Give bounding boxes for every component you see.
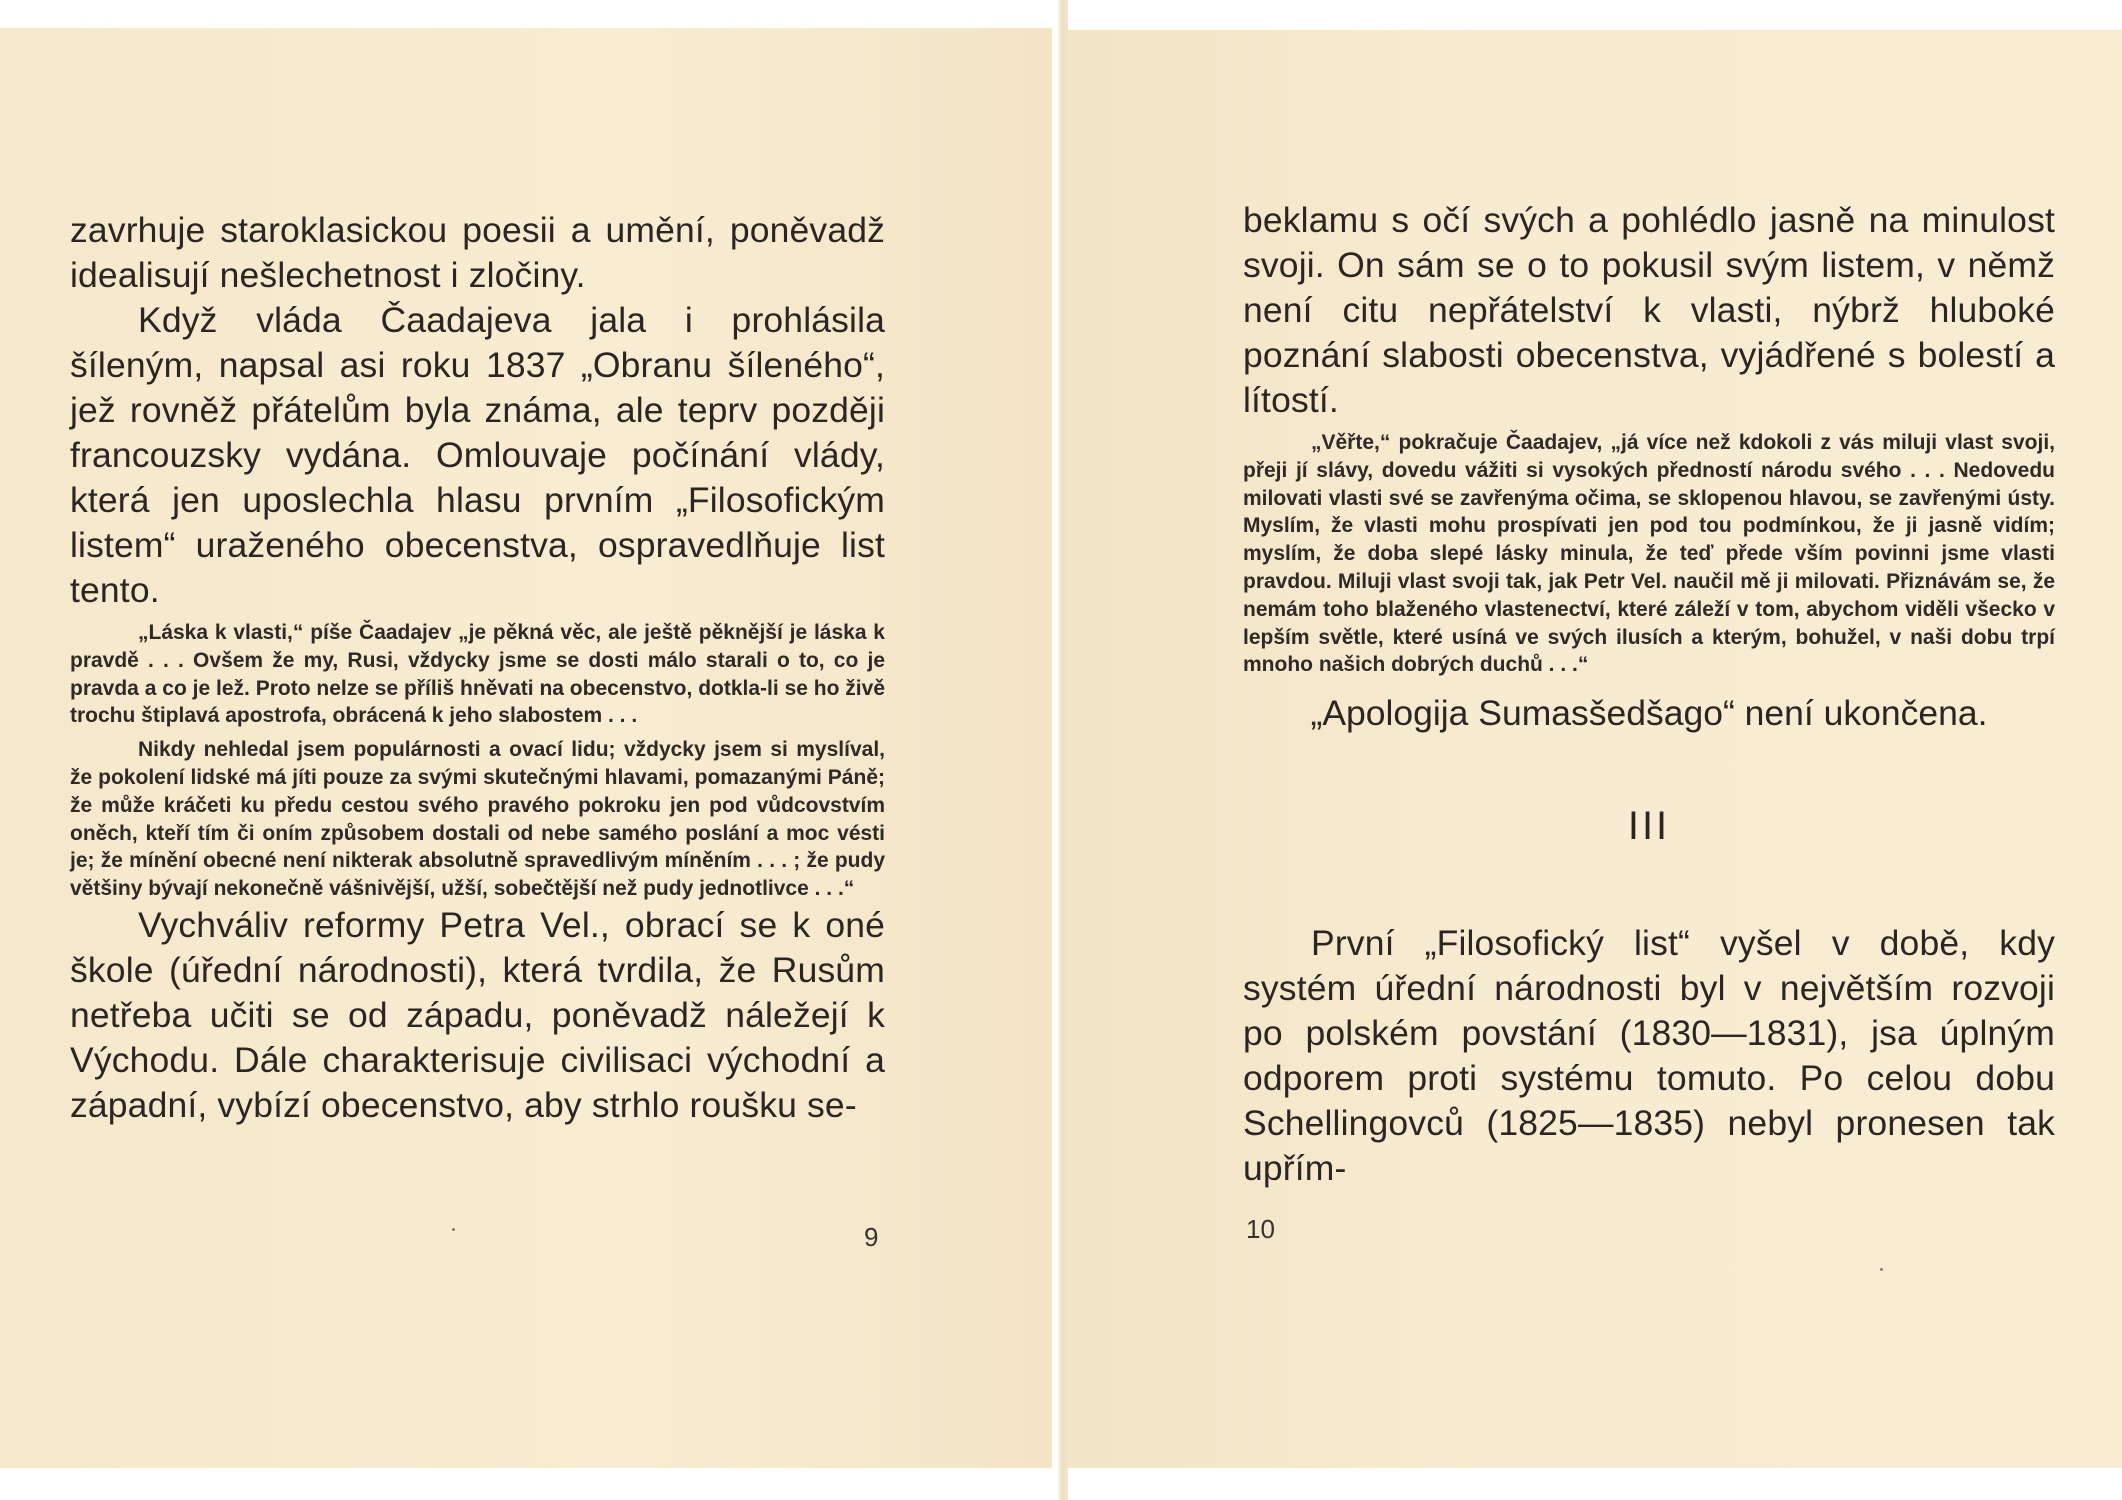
paragraph: Vychváliv reformy Petra Vel., obrací se k oné škole (úřední národnosti), která tvrdila, že Rusům netřeba učiti se od západu, poněvadž náležejí k Východu. Dále charakterisuje civilisaci východní a západní, vybízí obecenstvo, aby strhlo roušku se-	[70, 904, 885, 1125]
quoted-paragraph: „Láska k vlasti,“ píše Čaadajev „je pěkná věc, ale ještě pěknější je láska k pravdě . . . Ovšem že my, Rusi, vždycky jsme se dosti málo starali o to, co je pravda a co je lež. Proto nelze se příliš hněvati na obecenstvo, dotkla-li se ho živě trochu štiplavá apostrofa, obrácená k jeho slabostem . . .	[70, 621, 885, 728]
right-page-text	[1243, 198, 2055, 1191]
chapter-heading: III	[1627, 804, 1671, 849]
paragraph: Když vláda Čaadajeva jala i prohlásila šíleným, napsal asi roku 1837 „Obranu šíleného“, jež rovněž přátelům byla známa, ale teprv později francouzsky vydána. Omlouvaje počínání vlády, která jen uposlechla hlasu prvním „Filosofickým listem“ uraženého obecenstva, ospravedlňuje list tento.	[70, 300, 885, 610]
paper-speck	[452, 1228, 455, 1231]
paragraph: beklamu s očí svých a pohlédlo jasně na minulost svoji. On sám se o to pokusil svým listem, v němž není citu nepřátelství k vlasti, nýbrž hluboké poznání slabosti obecenstva, vyjádřené s bolestí a lítostí.	[1243, 200, 2055, 420]
book-gutter	[1052, 0, 1068, 1500]
page-number: 9	[864, 1222, 879, 1252]
paragraph: zavrhuje staroklasickou poesii a umění, poněvadž idealisují nešlechetnost i zločiny.	[70, 210, 885, 295]
paragraph: První „Filosofický list“ vyšel v době, kdy systém úřední národnosti byl v největším rozvoji po polském povstání (1830—1831), jsa úplným odporem proti systému tomuto. Po celou dobu Schellingovců (1825—1835) nebyl pronesen tak upřím-	[1243, 923, 2055, 1189]
paper-speck	[1880, 1268, 1883, 1271]
left-page-text	[70, 208, 885, 1128]
quoted-paragraph: „Věřte,“ pokračuje Čaadajev, „já více než kdokoli z vás miluji vlast svoji, přeji jí slávy, dovedu vážiti si vysokých předností národu svého . . . Nedovedu milovati vlasti své se zavřenýma očima, se sklopenou hlavou, se zavřenými ústy. Myslím, že vlasti mohu prospívati jen pod tou podmínkou, že ji jasně vidím; myslím, že doba slepé lásky minula, že teď přede vším povinni jsme vlasti pravdou. Miluji vlast svoji tak, jak Petr Vel. naučil mě ji milovati. Přiznávám se, že nemám toho blaženého vlastenectví, které záleží v tom, abychom viděli všecko v lepším světle, které usíná ve svých ilusích a kterým, bohužel, v naši dobu trpí mnoho našich dobrých duchů . . .“	[1243, 431, 2055, 677]
page-number: 10	[1246, 1214, 1275, 1244]
quoted-paragraph: Nikdy nehledal jsem populárnosti a ovací lidu; vždycky jsem si myslíval, že pokolení lidské má jíti pouze za svými skutečnými hlavami, pomazanými Páně; že může kráčeti ku předu cestou svého pravého pokroku jen pod vůdcovstvím oněch, kteří tím či oním způsobem dostali od nebe samého poslání a moc vésti je; že mínění obecné není nikterak absolutně spravedlivým míněním . . . ; že pudy většiny bývají nekonečně vášnivější, užší, sobečtější než pudy jednotlivce . . .“	[70, 738, 885, 901]
centered-line: „Apologija Sumasšedšago“ není ukončena.	[1310, 693, 1988, 734]
